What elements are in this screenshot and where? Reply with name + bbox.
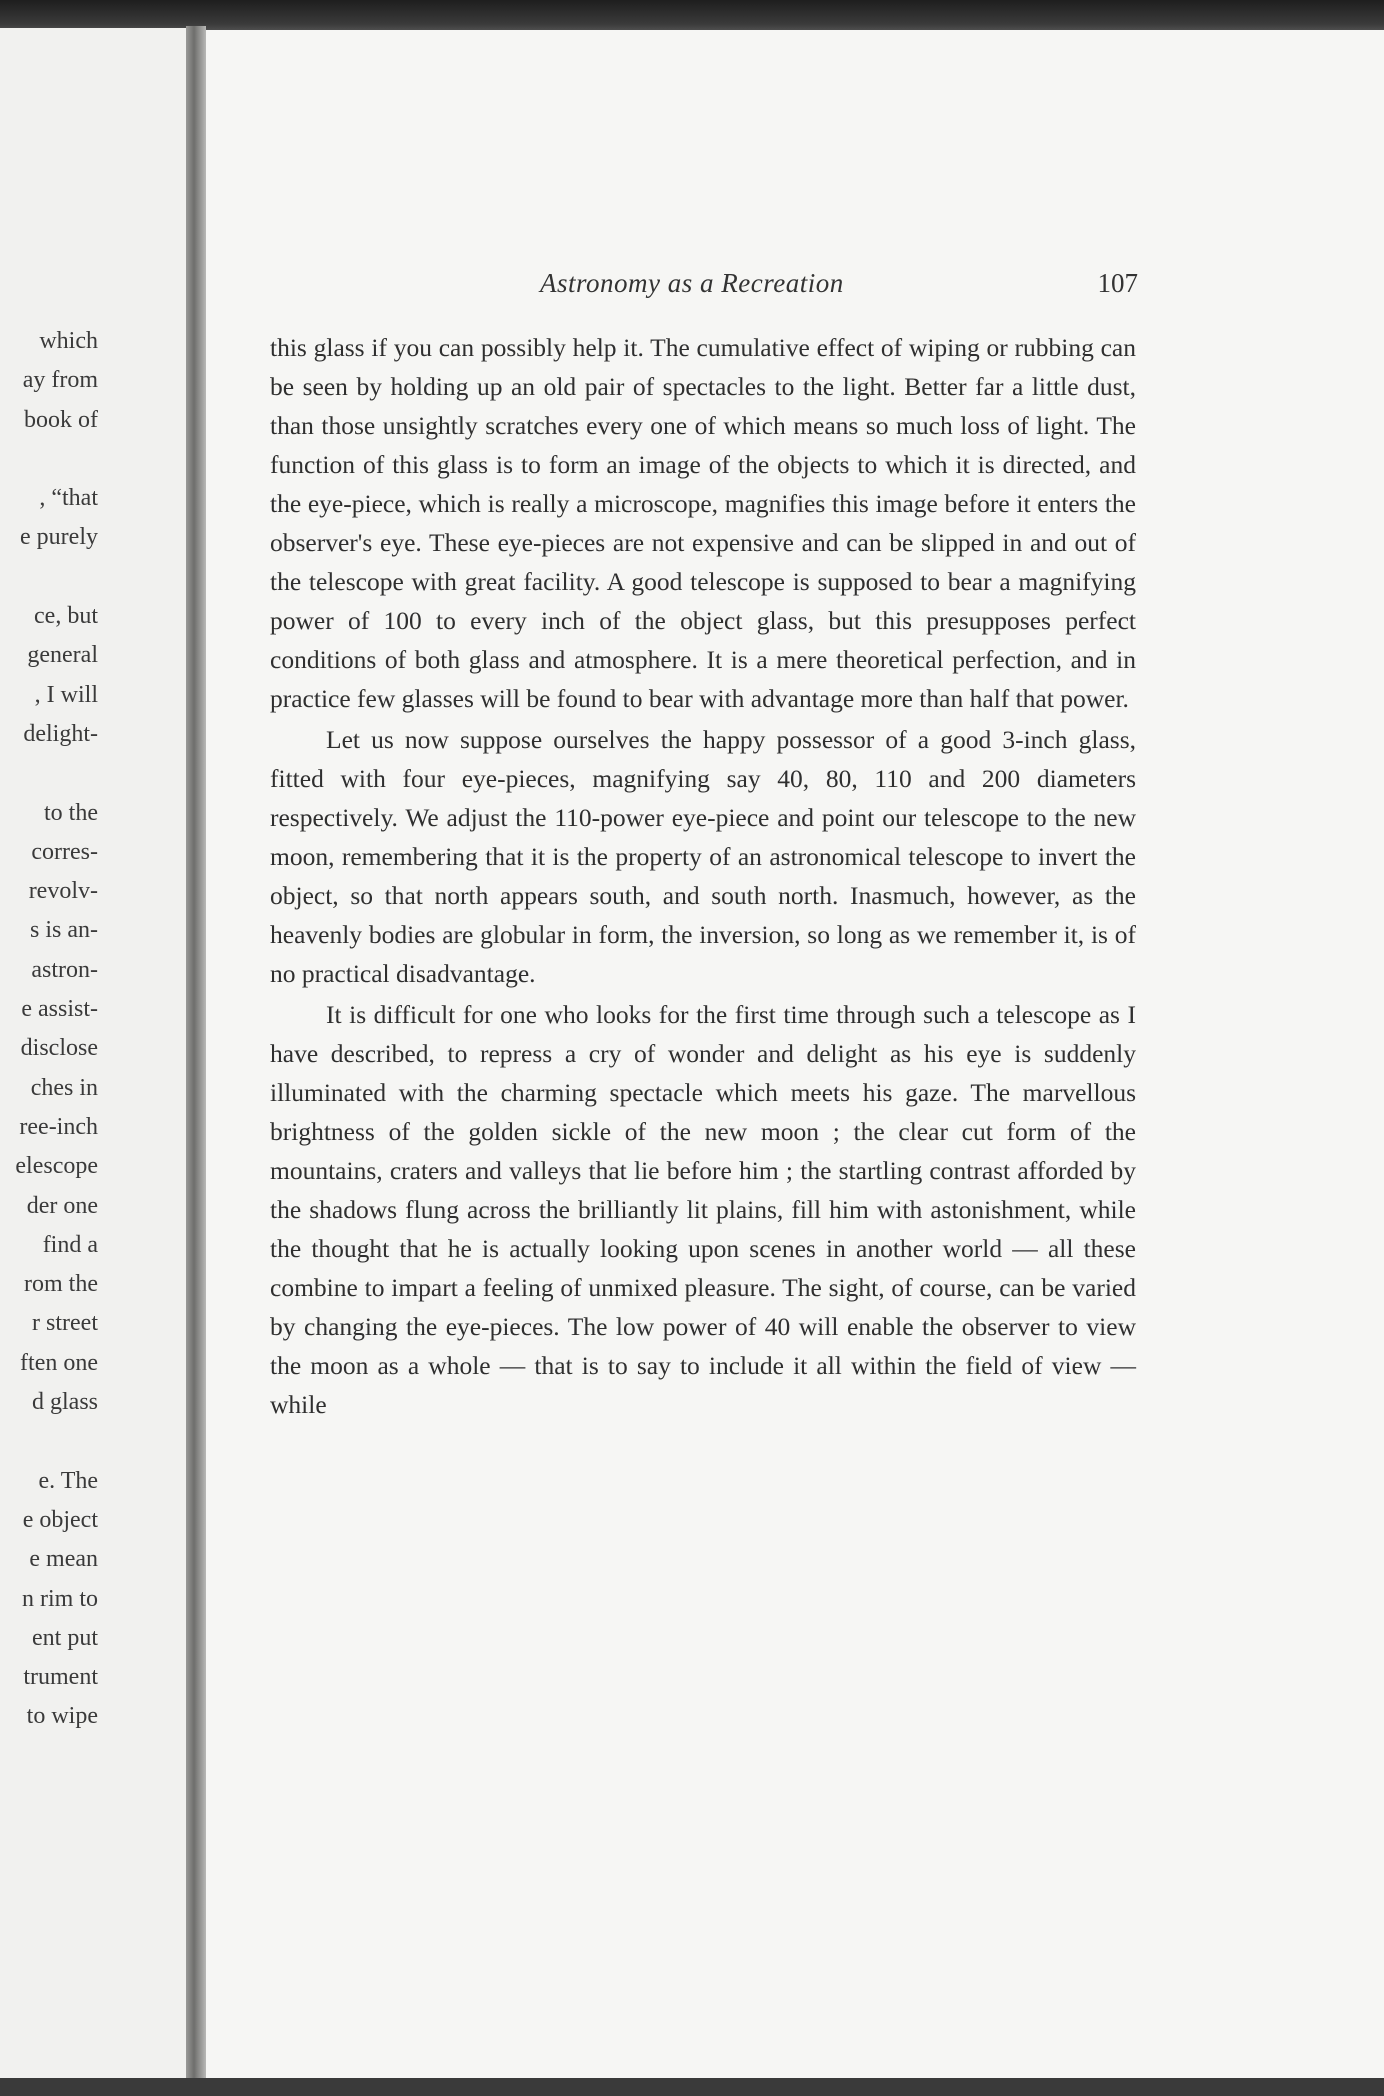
book-gutter	[186, 26, 206, 2082]
left-page-line: n rim to	[22, 1585, 98, 1612]
left-page-line: e purely	[20, 524, 98, 551]
left-page-line: to the	[44, 799, 98, 826]
left-page-line: to wipe	[26, 1703, 98, 1730]
scan-bottom-edge	[0, 2078, 1384, 2096]
left-page-line: e assist-	[21, 996, 98, 1023]
left-page-line: which	[39, 328, 98, 354]
left-page-line: general	[27, 642, 98, 669]
left-page-line: find a	[42, 1231, 98, 1258]
left-page-line: d glass	[32, 1389, 98, 1416]
left-page-line: rom the	[24, 1271, 98, 1298]
left-page-line: r street	[32, 1310, 98, 1337]
left-page-line	[0, 754, 98, 793]
left-page-text	[0, 322, 98, 1737]
page-number: 107	[1097, 268, 1138, 298]
left-page-line	[0, 1422, 98, 1461]
left-page-line: der one	[26, 1192, 98, 1219]
left-page-line: book of	[24, 406, 98, 433]
paragraph-2: Let us now suppose ourselves the happy possessor of a good 3-inch glass, fitted with four eye-pieces, magnifying say 40, 80, 110 and 200 diameters respectively. We adjust the 110-power eye-piece and point our telescope to the new moon, remembering that it is the property of an astronomical telescope to invert the object, so that north appears south, and south north. Inasmuch, however, as the heavenly bodies are globular in form, the inversion, so long as we remember it, is of no practical disadvantage.	[270, 725, 1136, 988]
running-head: Astronomy as a Recreation	[540, 268, 844, 298]
left-page-line: ree-inch	[19, 1113, 98, 1140]
left-page-line: e. The	[38, 1467, 98, 1494]
paragraph-3: It is difficult for one who looks for the first time through such a telescope as I have described, to repress a cry of wonder and delight as his eye is suddenly illuminated with the charming spectacle which meets his gaze. The marvellous brightness of the golden sickle of the new moon ; the clear cut form of the mountains, craters and valleys that lie before him ; the startling contrast afforded by the shadows flung across the brilliantly lit plains, fill him with astonishment, while the thought that he is actually looking upon scenes in another world — all these combine to impart a feeling of unmixed pleasure. The sight, of course, can be varied by changing the eye-pieces. The low power of 40 will enable the observer to view the moon as a whole — that is to say to include it all within the field of view — while	[270, 1000, 1136, 1419]
left-page-line: e object	[22, 1506, 98, 1533]
left-page-line	[0, 558, 98, 597]
left-page-line: revolv-	[28, 878, 98, 905]
left-page-line: disclose	[20, 1035, 98, 1062]
left-page-line: ay from	[22, 367, 98, 394]
paragraph-1: this glass if you can possibly help it. The cumulative effect of wiping or rubbing can be seen by holding up an old pair of spectacles to the light. Better far a little dust, than those unsightly scratches every one of which means so much loss of light. The function of this glass is to form an image of the objects to which it is directed, and the eye-piece, which is really a microscope, magnifies this image before it enters the observer's eye. These eye-pieces are not expensive and can be slipped in and out of the telescope with great facility. A good telescope is supposed to bear a magnifying power of 100 to every inch of the object glass, but this presupposes perfect conditions of both glass and atmosphere. It is a mere theoretical perfection, and in practice few glasses will be found to bear with advantage more than half that power.	[270, 333, 1136, 713]
left-page-line	[0, 440, 98, 479]
page-header	[540, 264, 1140, 308]
left-page-line: ches in	[30, 1074, 98, 1101]
left-page-line: astron-	[31, 956, 98, 983]
scan-top-edge	[0, 0, 1384, 34]
body-text	[270, 328, 1136, 1424]
left-page-line: , “that	[39, 485, 98, 512]
left-page-line: ent put	[32, 1624, 98, 1651]
left-page-line: e mean	[29, 1546, 98, 1573]
left-page-line: , I will	[34, 681, 98, 708]
left-page-line: corres-	[31, 838, 98, 865]
left-page-line: s is an-	[30, 917, 98, 944]
left-page-line: trument	[23, 1664, 98, 1691]
left-page-line: ce, but	[34, 603, 98, 630]
left-page-line: elescope	[15, 1153, 98, 1180]
left-page-line: delight-	[23, 720, 98, 747]
left-page-line: ften one	[20, 1349, 98, 1376]
